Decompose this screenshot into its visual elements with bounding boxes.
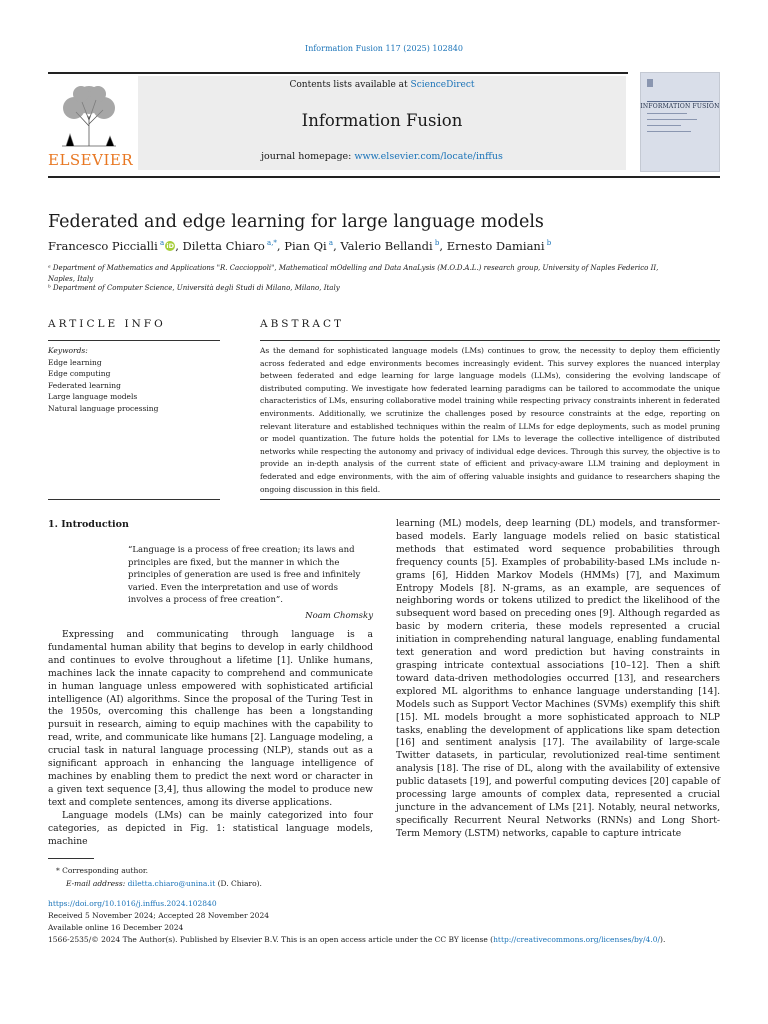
article-info-heading: ARTICLE INFO [48, 318, 166, 330]
footnote-divider [48, 858, 94, 859]
contents-prefix: Contents lists available at [289, 80, 411, 90]
section-heading-introduction: 1. Introduction [48, 519, 129, 530]
author-affiliation-marker[interactable]: b [432, 239, 440, 248]
body-paragraph: Language models (LMs) can be mainly categorized into four categories, as depicted in Fig. 1: statistical language models, machine [48, 809, 373, 847]
email-suffix: (D. Chiaro). [215, 879, 262, 888]
body-column-left [48, 629, 373, 848]
paper-title: Federated and edge learning for large language models [48, 212, 544, 232]
body-paragraph: Expressing and communicating through language is a fundamental human ability that begins to develop in early childhood and continues to evolve throughout a lifetime [1]. Unlike humans, machines lack the innate capacity to comprehend and communicate in human language unless empowered with sophisticated artificial intelligence (AI) algorithms. Since the proposal of the Turing Test in the 1950s, overcoming this challenge has been a longstanding pursuit in research, aiming to equip machines with the capability to read, write, and communicate like humans [2]. Language modeling, a crucial task in natural language processing (NLP), stands out as a significant approach in enhancing the language intelligence of machines by enabling them to predict the next word or character in a given text sequence [3,4], thus allowing the model to produce new text and complete sentences, among its diverse applications. [48, 629, 373, 808]
corresponding-author-note: * Corresponding author. [56, 866, 149, 875]
affiliation-a: ᵃ Department of Mathematics and Applications "R. Caccioppoli", Mathematical mOdelling and Data AnaLysis (M.O.D.A.L.) research group, University of Naples Federico II, Naples, Italy [48, 264, 659, 283]
author-affiliation-marker[interactable]: b [544, 239, 552, 248]
author-separator: , [439, 239, 447, 253]
author-name[interactable]: Valerio Bellandi [340, 239, 433, 253]
header-divider [48, 176, 720, 178]
abstract-text: As the demand for sophisticated language models (LMs) continues to grow, the necessity to deploy them efficiently across federated and edge environments becomes increasingly evident. This survey explores the nuanced interplay between federated and edge learning for large language models (LLMs), considering the evolving landscape of distributed computing. We investigate how federated learning paradigms can be tailored to accommodate the unique characteristics of LMs, ensuring collaborative model training while respecting privacy constraints inherent in federated environments. Additionally, we scrutinize the challenges posed by resource constraints at the edge, reporting on relevant literature and established techniques within the realm of LLMs for edge deployments, such as model pruning or model quantization. The future holds the potential for LMs to leverage the collective intelligence of distributed networks while respecting the autonomy and privacy of individual edge devices. Through this survey, the objective is to provide an in-depth analysis of the current state of efficient and privacy-aware LLM training and deployment in federated and edge environments, with the aim of offering valuable insights and guidance to researchers shaping the ongoing discussion in this field. [260, 346, 720, 494]
journal-citation-link[interactable]: Information Fusion 117 (2025) 102840 [305, 44, 463, 53]
keyword-item: Natural language processing [48, 403, 159, 413]
abstract-heading: ABSTRACT [260, 318, 345, 330]
author-separator: , [276, 239, 285, 253]
journal-homepage-line [138, 151, 626, 162]
author-affiliation-marker[interactable]: a [157, 239, 165, 248]
abstract-divider [260, 340, 720, 341]
keyword-item: Edge learning [48, 357, 102, 367]
doi-link[interactable]: https://doi.org/10.1016/j.inffus.2024.102840 [48, 899, 217, 908]
epigraph-author: Noam Chomsky [305, 611, 373, 621]
article-info-divider [48, 340, 220, 341]
available-online-date: Available online 16 December 2024 [48, 923, 184, 932]
email-label: E-mail address: [66, 879, 128, 888]
keyword-item: Edge computing [48, 369, 111, 378]
elsevier-wordmark: ELSEVIER [48, 151, 134, 169]
journal-name: Information Fusion [301, 111, 463, 130]
body-column-right [396, 518, 720, 841]
author-list [48, 239, 720, 253]
homepage-link[interactable]: www.elsevier.com/locate/inffus [354, 151, 503, 162]
license-link[interactable]: http://creativecommons.org/licenses/by/4.0/ [493, 935, 661, 944]
author-name[interactable]: Francesco Piccialli [48, 239, 158, 253]
contents-lists-line [138, 80, 626, 90]
author-affiliation-marker[interactable]: a,* [264, 239, 277, 248]
email-footnote [66, 879, 466, 888]
journal-cover-image[interactable] [640, 72, 720, 172]
author-name[interactable]: Diletta Chiaro [182, 239, 265, 253]
email-link[interactable]: diletta.chiaro@unina.it [127, 879, 216, 888]
affiliation-b: ᵇ Department of Computer Science, Università degli Studi di Milano, Milano, Italy [48, 284, 340, 292]
epigraph-quote: “Language is a process of free creation; its laws and principles are fixed, but the manner in which the principles of generation are used is free and infinitely varied. Even the interpretation and use of words involves a process of free creation”. [128, 545, 361, 606]
author-separator: , [175, 239, 183, 253]
license-text: 1566-2535/© 2024 The Author(s). Published by Elsevier B.V. This is an open access article under the CC BY license ( [48, 935, 494, 944]
keywords-block [48, 345, 220, 414]
abstract-bottom-divider [260, 499, 720, 500]
body-paragraph: learning (ML) models, deep learning (DL) models, and transformer-based models. Early language models relied on basic statistical methods that estimated word sequence probabilities through frequency counts [5]. Examples of probability-based LMs include n-grams [6], Hidden Markov Models (HMMs) [7], and Maximum Entropy Models [8]. N-grams, as an example, are sequences of neighboring words or tokens utilized to predict the likelihood of the subsequent word based on preceding ones [9]. Although regarded as basic by modern criteria, these models represented a crucial initiation in comprehending natural language, enabling fundamental text generation and word prediction but having constraints in grasping intricate contextual associations [10–12]. Then a shift toward data-driven methodologies occurred [13], and researchers explored ML algorithms to enhance language understanding [14]. Models such as Support Vector Machines (SVMs) exemplify this shift [15]. ML models brought a more sophisticated approach to NLP tasks, enabling the development of applications like spam detection [16] and sentiment analysis [17]. The availability of large-scale Twitter datasets, in particular, revolutionized real-time sentiment analysis [18]. The rise of DL, along with the availability of extensive public datasets [19], and powerful computing devices [20] capable of processing large amounts of complex data, represented a crucial juncture in the advancement of LMs [21]. Notably, neural networks, specifically Recurrent Neural Networks (RNNs) and Long Short-Term Memory (LSTM) networks, capable to capture intricate [396, 518, 720, 839]
keyword-item: Large language models [48, 392, 138, 401]
license-line [48, 935, 728, 944]
sciencedirect-link[interactable]: ScienceDirect [410, 80, 475, 90]
keywords-label: Keywords: [48, 346, 88, 355]
keyword-item: Federated learning [48, 380, 121, 390]
author-name[interactable]: Ernesto Damiani [446, 239, 545, 253]
received-dates: Received 5 November 2024; Accepted 28 November 2024 [48, 911, 269, 920]
homepage-prefix: journal homepage: [261, 151, 355, 162]
author-name[interactable]: Pian Qi [284, 239, 327, 253]
author-affiliation-marker[interactable]: a [326, 239, 334, 248]
orcid-icon[interactable]: iD [166, 242, 174, 250]
license-suffix: ). [660, 935, 666, 944]
cover-art-icon [641, 73, 719, 171]
cover-journal-title: INFORMATION FUSION [640, 103, 720, 110]
article-info-bottom-divider [48, 499, 220, 500]
author-separator: , [333, 239, 341, 253]
